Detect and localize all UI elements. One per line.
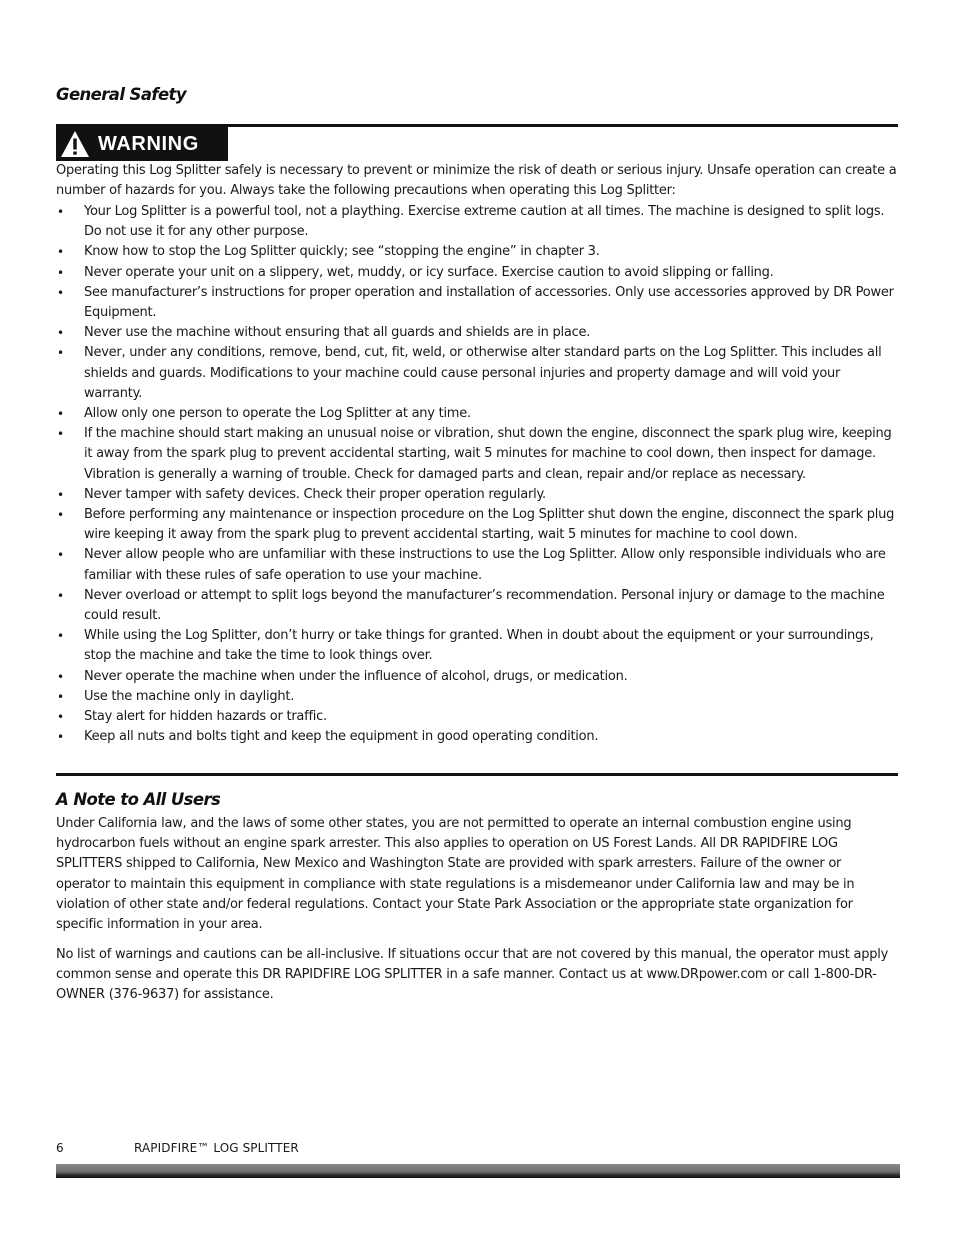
safety-precaution-item: [56, 242, 898, 262]
bullet-marker: •: [57, 265, 64, 280]
safety-precaution-text: Stay alert for hidden hazards or traffic.: [84, 709, 327, 725]
footer-manual-title: RAPIDFIRE™ LOG SPLITTER: [134, 1141, 299, 1155]
bullet-marker: •: [57, 205, 64, 219]
safety-precaution-text: Before performing any maintenance or inspection procedure on the Log Splitter shut down the engine, disconnect the spark plug wire keeping it away from the spark plug to prevent accidental starting, wait 5 minutes for machine to cool down.: [84, 507, 895, 543]
warning-badge: [56, 127, 228, 161]
safety-precaution-text: Never allow people who are unfamiliar with these instructions to use the Log Splitter. Allow only responsible individuals who are familiar with these rules of safe operation to use your machine.: [84, 547, 886, 583]
bullet-marker: •: [57, 285, 64, 300]
bullet-marker: •: [57, 508, 64, 523]
safety-precaution-item: [56, 424, 898, 485]
section-divider-middle: [56, 773, 898, 776]
safety-precaution-item: [56, 202, 898, 242]
safety-precaution-item: [56, 323, 898, 343]
safety-precaution-item: [56, 586, 898, 626]
safety-precaution-item: [56, 727, 898, 747]
safety-precaution-item: [56, 545, 898, 585]
safety-precaution-item: [56, 263, 898, 283]
safety-precaution-text: Never use the machine without ensuring that all guards and shields are in place.: [84, 325, 591, 341]
bullet-marker: •: [57, 629, 64, 644]
bullet-marker: •: [57, 669, 64, 684]
note-paragraph-contact: No list of warnings and cautions can be all-inclusive. If situations occur that are not covered by this manual, the operator must apply common sense and operate this DR RAPIDFIRE LOG SPLITTER in a safe manner. Contact us at www.DRpower.com or call 1-800-DR-OWNER (376-9637) for assistance.: [56, 947, 889, 1003]
bullet-marker: •: [57, 427, 64, 442]
safety-precaution-text: Keep all nuts and bolts tight and keep the equipment in good operating condition.: [84, 729, 599, 745]
safety-precaution-item: [56, 626, 898, 666]
safety-precaution-text: Never operate the machine when under the influence of alcohol, drugs, or medication.: [84, 668, 628, 684]
safety-precaution-item: [56, 404, 898, 424]
safety-precaution-text: Never tamper with safety devices. Check their proper operation regularly.: [84, 486, 546, 502]
safety-precaution-text: If the machine should start making an unusual noise or vibration, shut down the engine, disconnect the spark plug wire, keeping it away from the spark plug to prevent accidental starting, wait 5 minutes for machine to cool down, then inspect for damage. Vibration is generally a warning of trouble. Check for damaged parts and clean, repair and/or replace as necessary.: [84, 426, 892, 482]
safety-precaution-text: Never, under any conditions, remove, bend, cut, fit, weld, or otherwise alter standard parts on the Log Splitter. This includes all shields and guards. Modifications to your machine could cause personal injuries and property damage and will void your warranty.: [84, 345, 882, 401]
warning-triangle-icon: [60, 130, 90, 158]
bullet-marker: •: [57, 689, 64, 704]
bullet-marker: •: [57, 346, 64, 361]
bullet-marker: •: [57, 548, 64, 563]
bullet-marker: •: [57, 326, 64, 341]
safety-precaution-item: [56, 707, 898, 727]
footer-page-number: 6: [56, 1141, 64, 1155]
safety-precaution-item: [56, 505, 898, 545]
bullet-marker: •: [57, 730, 64, 745]
general-safety-heading: General Safety: [56, 85, 186, 104]
safety-precaution-item: [56, 667, 898, 687]
bullet-marker: •: [57, 588, 64, 603]
bullet-marker: •: [57, 407, 64, 422]
safety-precaution-text: While using the Log Splitter, don’t hurry or take things for granted. When in doubt about the equipment or your surroundings, stop the machine and take the time to look things over.: [84, 628, 874, 664]
safety-precaution-item: [56, 485, 898, 505]
safety-precaution-text: Never overload or attempt to split logs beyond the manufacturer’s recommendation. Personal injury or damage to the machine could result.: [84, 587, 885, 624]
safety-precaution-text: Never operate your unit on a slippery, wet, muddy, or icy surface. Exercise caution to avoid slipping or falling.: [84, 264, 774, 280]
safety-precaution-text: Know how to stop the Log Splitter quickly; see “stopping the engine” in chapter 3.: [84, 244, 600, 260]
safety-intro-text: Operating this Log Splitter safely is necessary to prevent or minimize the risk of death or serious injury. Unsafe operation can create a number of hazards for you. Always take the following precautions when operating this Log Splitter:: [56, 163, 897, 199]
safety-precaution-text: Use the machine only in daylight.: [84, 688, 295, 704]
bullet-marker: •: [57, 245, 64, 260]
note-paragraph-california-law: Under California law, and the laws of some other states, you are not permitted to operate an internal combustion engine using hydrocarbon fuels without an engine spark arrester. This also applies to operation on US Forest Lands. All DR RAPIDFIRE LOG SPLITTERS shipped to California, New Mexico and Washington State are provided with spark arresters. Failure of the owner or operator to maintain this equipment in compliance with state regulations is a misdemeanor under California law and may be in violation of other state and/or federal regulations. Contact your State Park Association or the appropriate state organization for specific information in your area.: [56, 816, 855, 933]
safety-precaution-text: Allow only one person to operate the Log Splitter at any time.: [84, 406, 471, 422]
note-to-users-heading: A Note to All Users: [56, 790, 221, 809]
safety-precautions-list: [56, 202, 898, 747]
bullet-marker: •: [57, 710, 64, 725]
bullet-marker: •: [57, 487, 64, 502]
warning-label: WARNING: [98, 132, 199, 155]
safety-precaution-text: Your Log Splitter is a powerful tool, not a plaything. Exercise extreme caution at all times. The machine is designed to split logs. Do not use it for any other purpose.: [84, 204, 885, 240]
safety-precaution-text: See manufacturer’s instructions for proper operation and installation of accessories. Only use accessories approved by DR Power Equipment.: [84, 284, 894, 321]
footer-bar: [56, 1164, 900, 1178]
safety-precaution-item: [56, 343, 898, 404]
safety-precaution-item: [56, 687, 898, 707]
safety-precaution-item: [56, 283, 898, 323]
